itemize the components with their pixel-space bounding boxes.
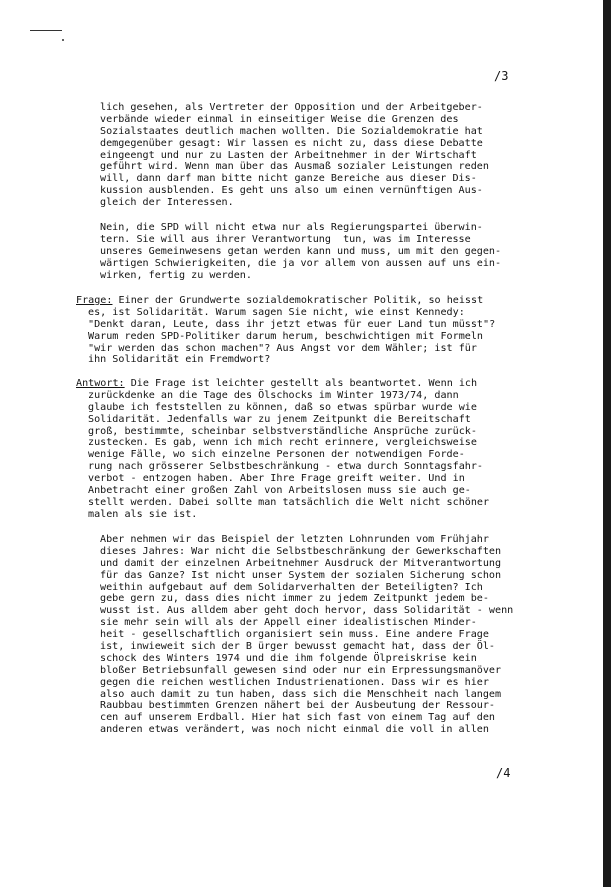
text-line: will, dann darf man bitte nicht ganze Bereiche aus dieser Dis- [100,173,477,185]
text-line: geführt wird. Wenn man über das Ausmaß sozialer Leistungen reden [100,161,489,173]
text-line: malen als sie ist. [88,508,198,520]
text-line: Aber nehmen wir das Beispiel der letzten Lohnrunden vom Frühjahr [100,534,489,545]
text-line: wärtigen Schwierigkeiten, die ja vor allem von aussen auf uns ein- [100,257,502,269]
paragraph-1 [100,102,489,209]
text-line: dieses Jahres: War nicht die Selbstbeschränkung der Gewerkschaften [100,545,502,557]
text-line: und damit der einzelnen Arbeitnehmer Ausdruck der Mitverantwortung [100,557,502,569]
text-line: gleich der Interessen. [100,197,234,209]
text-line: Warum reden SPD-Politiker darum herum, beschwichtigen mit Formeln [88,330,484,342]
question-label: Frage: [76,295,113,306]
text-line: für das Ganze? Ist nicht unser System der sozialen Sicherung schon [100,569,502,581]
text-line: Sozialstaates deutlich machen wollten. Die Sozialdemokratie hat [100,125,483,137]
text-line: ist, inwieweit sich der B ürger bewusst gemacht hat, dass der Öl- [100,641,496,653]
text-line: "wir werden das schon machen"? Aus Angst vor dem Wähler; ist für [88,342,477,354]
text-line: weithin aufgebaut auf dem Solidarverhalten der Beteiligten? Ich [100,581,483,593]
text-line: eingeengt und nur zu Lasten der Arbeitnehmer in der Wirtschaft [100,149,477,161]
question-text: Einer der Grundwerte sozialdemokratischer Politik, so heisst [112,295,484,306]
text-line: gegen die reichen westlichen Industrienationen. Dass wir es hier [100,676,489,688]
text-line: Anbetracht einer großen Zahl von Arbeitslosen muss sie auch ge- [88,485,471,497]
text-line: demgegenüber gesagt: Wir lassen es nicht zu, dass diese Debatte [100,137,483,149]
text-line: gebe gern zu, dass dies nicht immer zu jedem Zeitpunkt jedem be- [100,593,489,605]
page-marker-top: /3 [494,69,509,83]
paragraph-5 [100,534,513,736]
text-line: wirken, fertig zu werden. [100,269,252,281]
paragraph-2 [100,222,501,281]
page-marker-bottom: /4 [496,766,511,780]
text-line: zurückdenke an die Tage des Ölschocks im Winter 1973/74, dann [88,389,459,401]
text-line: verbände wieder einmal in einseitiger Weise die Grenzen des [100,113,459,125]
text-line: verbot - entzogen haben. Aber Ihre Frage greift weiter. Und in [88,473,465,485]
answer-block [76,378,489,521]
text-line: lich gesehen, als Vertreter der Opposition und der Arbeitgeber- [100,102,483,113]
answer-text: Die Frage ist leichter gestellt als beantwortet. Wenn ich [124,378,478,389]
text-line: zustecken. Es gab, wenn ich mich recht erinnere, vergleichsweise [88,437,477,449]
text-line: ihn Solidarität ein Fremdwort? [88,354,271,366]
text-line: es, ist Solidarität. Warum sagen Sie nicht, wie einst Kennedy: [88,306,465,318]
text-line: glaube ich feststellen zu können, daß so etwas spürbar wurde wie [88,401,477,413]
header-rule [30,30,62,31]
question-first-line [76,295,495,307]
scan-edge [603,0,611,887]
text-line: "Denkt daran, Leute, dass ihr jetzt etwas für euer Land tun müsst"? [88,318,496,330]
text-line: Nein, die SPD will nicht etwa nur als Regierungspartei überwin- [100,222,483,233]
answer-label: Antwort: [76,378,125,389]
text-line: unseres Gemeinwesens getan werden kann und muss, um mit den gegen- [100,245,502,257]
text-line: wusst ist. Aus alldem aber geht doch hervor, dass Solidarität - wenn [100,605,514,617]
text-line: rung nach grösserer Selbstbeschränkung - etwa durch Sonntagsfahr- [88,461,484,473]
text-line: Solidarität. Jedenfalls war zu jenem Zeitpunkt die Bereitschaft [88,413,471,425]
question-block [76,295,495,366]
answer-first-line [76,378,489,390]
text-line: kussion ausblenden. Es geht uns also um einen vernünftigen Aus- [100,185,483,197]
text-line: wenige Fälle, wo sich einzelne Personen der notwendigen Forde- [88,449,465,461]
text-line: sie mehr sein will als der Appell einer idealistischen Minder- [100,617,477,629]
text-line: schock des Winters 1974 und die ihm folgende Ölpreiskrise kein [100,652,477,664]
scan-mark [62,39,64,41]
text-line: cen auf unserem Erdball. Hier hat sich fast von einem Tag auf den [100,712,496,724]
text-line: bloßer Betriebsunfall gewesen sind oder nur ein Erpressungsmanöver [100,664,502,676]
text-line: tern. Sie will aus ihrer Verantwortung tun, was im Interesse [100,233,471,245]
text-line: also auch damit zu tun haben, dass sich die Menschheit nach langem [100,688,502,700]
text-line: anderen etwas verändert, was noch nicht einmal die voll in allen [100,724,489,736]
text-line: Raubbau bestimmten Grenzen nähert bei der Ausbeutung der Ressour- [100,700,496,712]
text-line: stellt werden. Dabei sollte man tatsächlich die Welt nicht schöner [88,496,490,508]
text-line: heit - gesellschaftlich organisiert sein muss. Eine andere Frage [100,629,489,641]
text-line: groß, bestimmte, scheinbar selbstverständliche Ansprüche zurück- [88,425,477,437]
